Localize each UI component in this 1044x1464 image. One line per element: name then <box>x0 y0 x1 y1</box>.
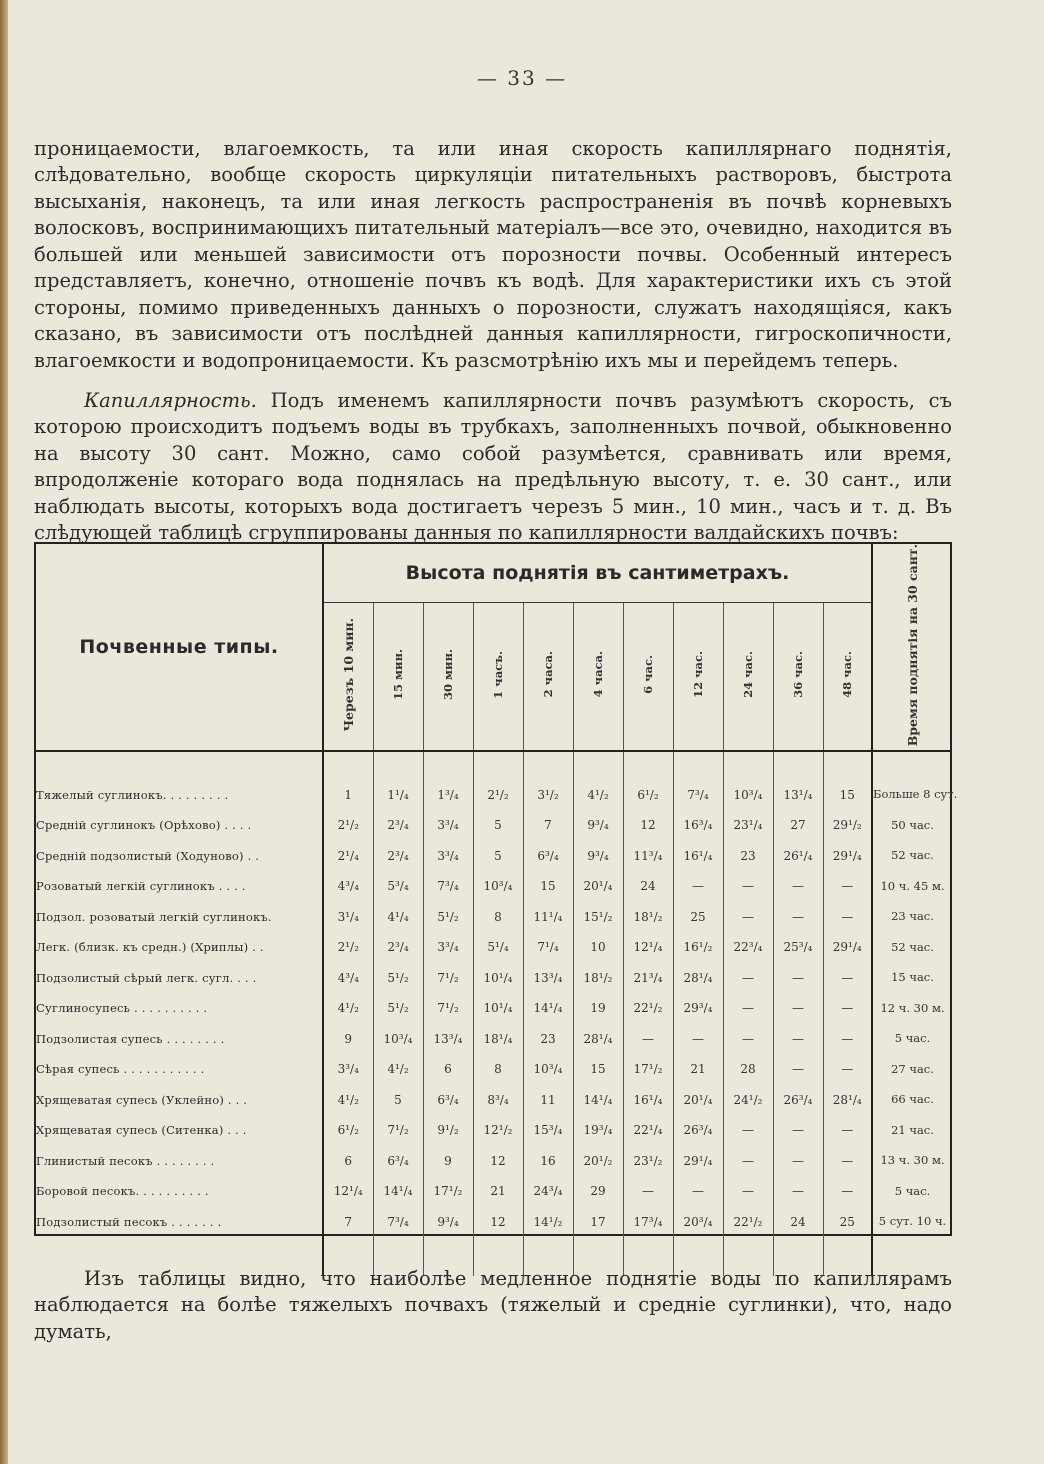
soil-type-name: Боровой песокъ. . . . . . . . . . <box>36 1176 323 1207</box>
column-header-label: 15 мин. <box>390 649 405 701</box>
height-value: 6¹/₂ <box>623 779 673 810</box>
height-value: — <box>723 962 773 993</box>
column-header-label: 12 час. <box>690 651 705 698</box>
rise-time-value: 66 час. <box>872 1084 952 1115</box>
height-value: 28 <box>723 1054 773 1085</box>
height-value: 2³/₄ <box>373 840 423 871</box>
height-value: 20³/₄ <box>673 1206 723 1237</box>
height-value: — <box>773 871 823 902</box>
column-header <box>423 602 473 751</box>
height-value: 14¹/₄ <box>373 1176 423 1207</box>
height-value: 4¹/₂ <box>573 779 623 810</box>
time-header-label: Время поднятія на 30 сант. <box>905 544 920 747</box>
height-value: 20¹/₂ <box>573 1145 623 1176</box>
height-value: 2³/₄ <box>373 932 423 963</box>
soil-type-name: Подзолистый песокъ . . . . . . . <box>36 1206 323 1237</box>
height-value: 11¹/₄ <box>523 901 573 932</box>
rise-time-value: 5 сут. 10 ч. <box>872 1206 952 1237</box>
spacer-cell <box>36 751 323 779</box>
height-value: 1¹/₄ <box>373 779 423 810</box>
height-value: 24¹/₂ <box>723 1084 773 1115</box>
height-value: 10 <box>573 932 623 963</box>
height-value: — <box>823 1176 872 1207</box>
height-value: 3³/₄ <box>423 932 473 963</box>
height-value: 17³/₄ <box>623 1206 673 1237</box>
height-value: 6¹/₂ <box>337 1123 359 1138</box>
soil-type-name: Сѣрая супесь . . . . . . . . . . . <box>36 1054 323 1085</box>
height-value: — <box>623 1176 673 1207</box>
height-value: 29¹/₂ <box>823 810 872 841</box>
soil-type-name: Подзолистая супесь . . . . . . . . <box>36 1023 323 1054</box>
height-value: 18¹/₂ <box>623 901 673 932</box>
rise-time-value: 21 час. <box>872 1115 952 1146</box>
height-value: 7³/₄ <box>373 1206 423 1237</box>
height-value: 23 <box>523 1023 573 1054</box>
soil-type-name: Среднiй суглинокъ (Орѣхово) . . . . <box>36 810 323 841</box>
height-value: 21 <box>473 1176 523 1207</box>
height-value: — <box>823 871 872 902</box>
time-header <box>872 544 952 751</box>
table-row <box>36 901 952 932</box>
spacer-cell <box>373 751 423 779</box>
height-value: — <box>723 1023 773 1054</box>
height-value: 3¹/₄ <box>337 909 359 924</box>
book-spine-edge <box>0 0 8 1464</box>
height-value: 27 <box>773 810 823 841</box>
page-number: — 33 — <box>476 66 568 90</box>
height-value: 10³/₄ <box>373 1023 423 1054</box>
height-value: 19³/₄ <box>573 1115 623 1146</box>
table-row <box>36 1023 952 1054</box>
height-value: 6 <box>344 1153 353 1168</box>
rise-time-value: 52 час. <box>872 840 952 871</box>
height-value: — <box>723 1145 773 1176</box>
rise-time-value: 12 ч. 30 м. <box>872 993 952 1024</box>
height-value: — <box>773 1145 823 1176</box>
capillarity-table <box>34 542 958 1236</box>
rise-time-value: 50 час. <box>872 810 952 841</box>
height-value: — <box>773 1115 823 1146</box>
height-value: — <box>823 993 872 1024</box>
height-value: 13³/₄ <box>523 962 573 993</box>
height-value: 14¹/₄ <box>523 993 573 1024</box>
soil-type-name: Легк. (близк. къ средн.) (Хриплы) . . <box>36 932 323 963</box>
height-value: 4¹/₄ <box>373 901 423 932</box>
height-value: 29³/₄ <box>673 993 723 1024</box>
height-group-header: Высота поднятія въ сантиметрахъ. <box>323 544 872 602</box>
table-row <box>36 1054 952 1085</box>
soil-type-name: Подзолистый сѣрый легк. сугл. . . . <box>36 962 323 993</box>
column-header-label: 30 мин. <box>440 649 455 701</box>
height-value: — <box>823 962 872 993</box>
rise-time-value: 5 час. <box>872 1023 952 1054</box>
height-value: 21 <box>673 1054 723 1085</box>
height-value: 5¹/₄ <box>473 932 523 963</box>
height-value: 12¹/₄ <box>623 932 673 963</box>
height-value: 6 <box>423 1054 473 1085</box>
height-value: 7³/₄ <box>423 871 473 902</box>
spacer-cell <box>723 751 773 779</box>
height-value: 7 <box>344 1214 353 1229</box>
height-value: 15¹/₂ <box>573 901 623 932</box>
height-value: 2¹/₂ <box>337 818 359 833</box>
height-value: 6³/₄ <box>373 1145 423 1176</box>
height-value: 5 <box>373 1084 423 1115</box>
height-value: — <box>773 962 823 993</box>
paragraph-capillarity-text: Подъ именемъ капиллярности почвъ разумѣютъ скорость, съ которою происходитъ подъемъ воды въ трубкахъ, заполненныхъ почвой, обыкновенно на высоту 30 сант. Можно, само собой разумѣется, сравнивать или время, впродолженіе котораго вода поднялась на предѣльную высоту, т. е. 30 сант., или наблюдать высоты, которыхъ вода достигаетъ черезъ 5 мин., 10 мин., часъ и т. д. Въ слѣдующей таблицѣ сгруппированы данныя по капиллярности валдайскихъ почвъ: <box>34 388 952 544</box>
height-value: 10³/₄ <box>473 871 523 902</box>
height-value: 7¹/₂ <box>373 1115 423 1146</box>
height-value: 26³/₄ <box>773 1084 823 1115</box>
height-value: — <box>723 1176 773 1207</box>
height-value: 29 <box>573 1176 623 1207</box>
height-value: 2¹/₂ <box>473 779 523 810</box>
table-row <box>36 840 952 871</box>
height-value: 12¹/₂ <box>473 1115 523 1146</box>
height-value: 29¹/₄ <box>823 932 872 963</box>
height-value: 16¹/₂ <box>673 932 723 963</box>
height-value: 15 <box>823 779 872 810</box>
height-value: 2³/₄ <box>373 810 423 841</box>
soil-type-name: Среднiй подзолистый (Ходуново) . . <box>36 840 323 871</box>
height-value: — <box>823 901 872 932</box>
rise-time-value: 27 час. <box>872 1054 952 1085</box>
height-value: 9¹/₂ <box>423 1115 473 1146</box>
table-row <box>36 810 952 841</box>
height-value: 9³/₄ <box>423 1206 473 1237</box>
height-value: 19 <box>573 993 623 1024</box>
height-value: — <box>773 1054 823 1085</box>
height-value: 28¹/₄ <box>573 1023 623 1054</box>
height-value: 5 <box>473 810 523 841</box>
soil-type-name: Тяжелый суглинокъ. . . . . . . . . <box>36 779 323 810</box>
height-value: 17¹/₂ <box>623 1054 673 1085</box>
height-value: — <box>823 1023 872 1054</box>
height-value: 25 <box>673 901 723 932</box>
height-value: 22¹/₄ <box>623 1115 673 1146</box>
spacer-cell <box>823 751 872 779</box>
rise-time-value: 23 час. <box>872 901 952 932</box>
height-value: 18¹/₄ <box>473 1023 523 1054</box>
height-value: — <box>823 1145 872 1176</box>
height-value: — <box>673 1023 723 1054</box>
height-value: 7³/₄ <box>673 779 723 810</box>
soil-types-header: Почвенные типы. <box>36 544 323 751</box>
spacer-cell <box>473 751 523 779</box>
height-value: — <box>723 871 773 902</box>
height-value: 7¹/₂ <box>423 962 473 993</box>
height-value: 9 <box>344 1031 353 1046</box>
height-value: 1³/₄ <box>423 779 473 810</box>
table-row <box>36 962 952 993</box>
height-value: 16¹/₄ <box>623 1084 673 1115</box>
rise-time-value: 15 час. <box>872 962 952 993</box>
height-value: 25³/₄ <box>773 932 823 963</box>
height-value: — <box>823 1054 872 1085</box>
height-value: 12 <box>473 1145 523 1176</box>
height-value: 7¹/₄ <box>523 932 573 963</box>
height-value: 10³/₄ <box>723 779 773 810</box>
rise-time-value: 13 ч. 30 м. <box>872 1145 952 1176</box>
soil-type-name: Суглиносупесь . . . . . . . . . . <box>36 993 323 1024</box>
rise-time-value: Больше 8 сут. <box>872 779 952 810</box>
rise-time-value: 5 час. <box>872 1176 952 1207</box>
height-value: 18¹/₂ <box>573 962 623 993</box>
height-value: 11³/₄ <box>623 840 673 871</box>
height-value: 17 <box>573 1206 623 1237</box>
height-value: 2¹/₄ <box>337 848 359 863</box>
height-value: 3³/₄ <box>423 840 473 871</box>
height-value: 9³/₄ <box>573 840 623 871</box>
soil-type-name: Хрящеватая супесь (Ситенка) . . . <box>36 1115 323 1146</box>
height-value: 4¹/₂ <box>337 1092 359 1107</box>
column-header <box>623 602 673 751</box>
height-value: 22¹/₂ <box>623 993 673 1024</box>
height-value: 21³/₄ <box>623 962 673 993</box>
spacer-cell <box>573 751 623 779</box>
height-value: 24³/₄ <box>523 1176 573 1207</box>
height-value: 4³/₄ <box>337 970 359 985</box>
paragraph-intro: проницаемости, влагоемкость, та или иная скорость капиллярнаго поднятія, слѣдовательно, вообще скорость циркуляціи питательныхъ растворовъ, быстрота высыханія, наконецъ, та или иная легкость распространенія въ почвѣ корневыхъ волосковъ, воспринимающихъ питательный матеріалъ—все это, очевидно, находится въ большей или меньшей зависимости отъ порозности почвы. Особенный интересъ представляетъ, конечно, отношеніе почвъ къ водѣ. Для характеристики ихъ съ этой стороны, помимо приведенныхъ данныхъ о порозности, служатъ находящіяся, какъ сказано, въ зависимости отъ послѣдней данныя капиллярности, гигроскопичности, влагоемкости и водопроницаемости. Къ разсмотрѣнію ихъ мы и перейдемъ теперь. <box>34 136 952 372</box>
table-row <box>36 871 952 902</box>
table-row <box>36 1145 952 1176</box>
column-header <box>523 602 573 751</box>
height-value: 6³/₄ <box>423 1084 473 1115</box>
height-value: 5¹/₂ <box>423 901 473 932</box>
height-value: 2¹/₂ <box>337 940 359 955</box>
spacer-cell <box>872 751 952 779</box>
column-header <box>773 602 823 751</box>
height-value: — <box>723 901 773 932</box>
spacer-cell <box>623 751 673 779</box>
height-value: — <box>673 1176 723 1207</box>
height-value: 26¹/₄ <box>773 840 823 871</box>
column-header-label: Черезъ 10 мин. <box>340 617 356 732</box>
height-value: 1 <box>344 787 353 802</box>
paragraph-capillarity <box>34 388 952 547</box>
table-spacer-row <box>36 751 952 779</box>
table-row <box>36 1176 952 1207</box>
height-value: 6³/₄ <box>523 840 573 871</box>
height-value: 7¹/₂ <box>423 993 473 1024</box>
height-value: — <box>823 1115 872 1146</box>
height-value: 4¹/₂ <box>373 1054 423 1085</box>
height-value: 3³/₄ <box>423 810 473 841</box>
height-value: — <box>623 1023 673 1054</box>
column-header-label: 6 час. <box>640 655 655 694</box>
spacer-cell <box>523 751 573 779</box>
column-header <box>323 602 373 751</box>
height-value: 14¹/₂ <box>523 1206 573 1237</box>
height-value: 10¹/₄ <box>473 962 523 993</box>
spacer-cell <box>673 751 723 779</box>
height-value: 13³/₄ <box>423 1023 473 1054</box>
height-value: 15 <box>523 871 573 902</box>
height-value: 10¹/₄ <box>473 993 523 1024</box>
height-value: 3³/₄ <box>337 1062 359 1077</box>
height-value: 4³/₄ <box>337 879 359 894</box>
column-header <box>573 602 623 751</box>
height-value: 3¹/₂ <box>523 779 573 810</box>
rise-time-value: 10 ч. 45 м. <box>872 871 952 902</box>
column-header-label: 24 час. <box>740 651 755 698</box>
column-header-label: 48 час. <box>839 651 854 698</box>
height-value: 5³/₄ <box>373 871 423 902</box>
height-value: — <box>723 1115 773 1146</box>
paragraph-conclusion: Изъ таблицы видно, что наиболѣе медленное поднятіе воды по капиллярамъ наблюдается на болѣе тяжелыхъ почвахъ (тяжелый и средніе суглинки), что, надо думать, <box>34 1266 952 1343</box>
soil-type-name: Хрящеватая супесь (Уклейно) . . . <box>36 1084 323 1115</box>
height-value: 5¹/₂ <box>373 993 423 1024</box>
height-value: 9³/₄ <box>573 810 623 841</box>
soil-type-name: Розоватый легкiй суглинокъ . . . . <box>36 871 323 902</box>
table-row <box>36 1206 952 1237</box>
height-value: 12 <box>623 810 673 841</box>
height-value: — <box>773 1023 823 1054</box>
height-value: 15³/₄ <box>523 1115 573 1146</box>
height-value: 17¹/₂ <box>423 1176 473 1207</box>
spacer-cell <box>423 751 473 779</box>
height-value: 7 <box>523 810 573 841</box>
height-value: — <box>723 993 773 1024</box>
table-row <box>36 779 952 810</box>
height-value: 8 <box>473 1054 523 1085</box>
term-capillarity: Капиллярность. <box>84 388 257 412</box>
height-value: 29¹/₄ <box>823 840 872 871</box>
height-value: 13¹/₄ <box>773 779 823 810</box>
height-value: 8³/₄ <box>473 1084 523 1115</box>
column-header <box>673 602 723 751</box>
soil-type-name: Подзол. розоватый легкiй суглинокъ. <box>36 901 323 932</box>
soil-type-name: Глинистый песокъ . . . . . . . . <box>36 1145 323 1176</box>
height-value: — <box>773 1176 823 1207</box>
height-value: 16 <box>523 1145 573 1176</box>
spacer-cell <box>323 751 373 779</box>
height-value: 4¹/₂ <box>337 1001 359 1016</box>
height-value: 24 <box>623 871 673 902</box>
height-value: 28¹/₄ <box>823 1084 872 1115</box>
height-value: 14¹/₄ <box>573 1084 623 1115</box>
height-value: 16¹/₄ <box>673 840 723 871</box>
height-value: — <box>773 901 823 932</box>
column-header-label: 36 час. <box>790 651 805 698</box>
rise-time-value: 52 час. <box>872 932 952 963</box>
height-value: 5¹/₂ <box>373 962 423 993</box>
height-value: 25 <box>823 1206 872 1237</box>
height-value: 20¹/₄ <box>573 871 623 902</box>
height-value: 12 <box>473 1206 523 1237</box>
height-value: 24 <box>773 1206 823 1237</box>
table-row <box>36 932 952 963</box>
column-header <box>473 602 523 751</box>
height-value: 16³/₄ <box>673 810 723 841</box>
height-value: 22¹/₂ <box>723 1206 773 1237</box>
height-value: 15 <box>573 1054 623 1085</box>
column-header <box>823 602 872 751</box>
height-value: 29¹/₄ <box>673 1145 723 1176</box>
height-value: — <box>773 993 823 1024</box>
column-header-label: 2 часа. <box>540 651 555 698</box>
height-value: — <box>673 871 723 902</box>
height-value: 23 <box>723 840 773 871</box>
height-value: 8 <box>473 901 523 932</box>
column-header <box>373 602 423 751</box>
table-row <box>36 1115 952 1146</box>
table-row <box>36 1084 952 1115</box>
height-value: 28¹/₄ <box>673 962 723 993</box>
height-value: 12¹/₄ <box>333 1184 363 1199</box>
column-header <box>723 602 773 751</box>
height-value: 26³/₄ <box>673 1115 723 1146</box>
column-header-label: 1 часъ. <box>490 650 505 699</box>
height-value: 9 <box>423 1145 473 1176</box>
spacer-cell <box>773 751 823 779</box>
height-value: 23¹/₂ <box>623 1145 673 1176</box>
height-value: 5 <box>473 840 523 871</box>
height-value: 20¹/₄ <box>673 1084 723 1115</box>
table-row <box>36 993 952 1024</box>
height-value: 22³/₄ <box>723 932 773 963</box>
column-header-label: 4 часа. <box>590 651 605 698</box>
height-value: 10³/₄ <box>523 1054 573 1085</box>
height-value: 23¹/₄ <box>723 810 773 841</box>
height-value: 11 <box>523 1084 573 1115</box>
